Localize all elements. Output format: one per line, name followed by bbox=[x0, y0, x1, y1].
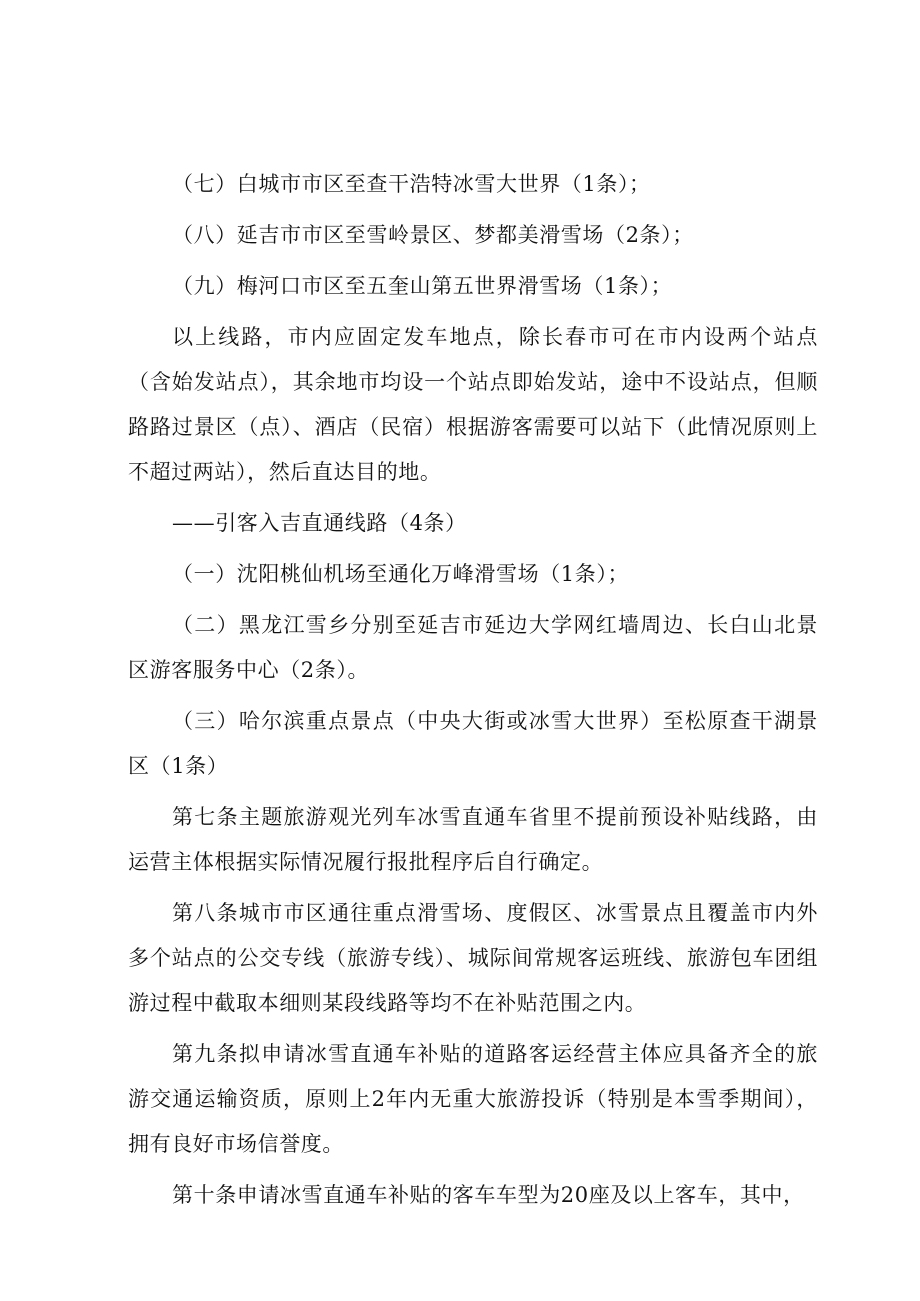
paragraph-article-8: 第八条城市市区通往重点滑雪场、度假区、冰雪景点且覆盖市内外多个站点的公交专线（旅游专线）、城际间常规客运班线、旅游包车团组游过程中截取本细则某段线路等均不在补贴范围之内。 bbox=[128, 901, 818, 1015]
paragraph-inbound-route-3: （三）哈尔滨重点景点（中央大街或冰雪大世界）至松原查干湖景区（1条） bbox=[128, 709, 818, 778]
paragraph-inbound-route-1: （一）沈阳桃仙机场至通化万峰滑雪场（1条）； bbox=[172, 562, 630, 586]
paragraph-article-9: 第九条拟申请冰雪直通车补贴的道路客运经营主体应具备齐全的旅游交通运输资质，原则上2年内无重大旅游投诉（特别是本雪季期间），拥有良好市场信誉度。 bbox=[128, 1042, 818, 1156]
paragraph-route-7: （七）白城市市区至查干浩特冰雪大世界（1条）； bbox=[172, 172, 651, 196]
paragraph-route-notes: 以上线路，市内应固定发车地点，除长春市可在市内设两个站点（含始发站点），其余地市均设一个站点即始发站，途中不设站点，但顺路路过景区（点）、酒店（民宿）根据游客需要可以站下（此情况原则上不超过两站），然后直达目的地。 bbox=[128, 325, 818, 484]
paragraph-section-heading: ——引客入吉直通线路（4条） bbox=[172, 511, 467, 535]
paragraph-article-7: 第七条主题旅游观光列车冰雪直通车省里不提前预设补贴线路，由运营主体根据实际情况履行报批程序后自行确定。 bbox=[128, 805, 818, 874]
document-body bbox=[128, 162, 818, 1218]
paragraph-route-8: （八）延吉市市区至雪岭景区、梦都美滑雪场（2条）； bbox=[172, 223, 694, 247]
paragraph-route-9: （九）梅河口市区至五奎山第五世界滑雪场（1条）； bbox=[172, 274, 673, 298]
paragraph-inbound-route-2: （二）黑龙江雪乡分别至延吉市延边大学网红墙周边、长白山北景区游客服务中心（2条）。 bbox=[128, 613, 818, 682]
paragraph-article-10: 第十条申请冰雪直通车补贴的客车车型为20座及以上客车，其中， bbox=[172, 1183, 805, 1207]
